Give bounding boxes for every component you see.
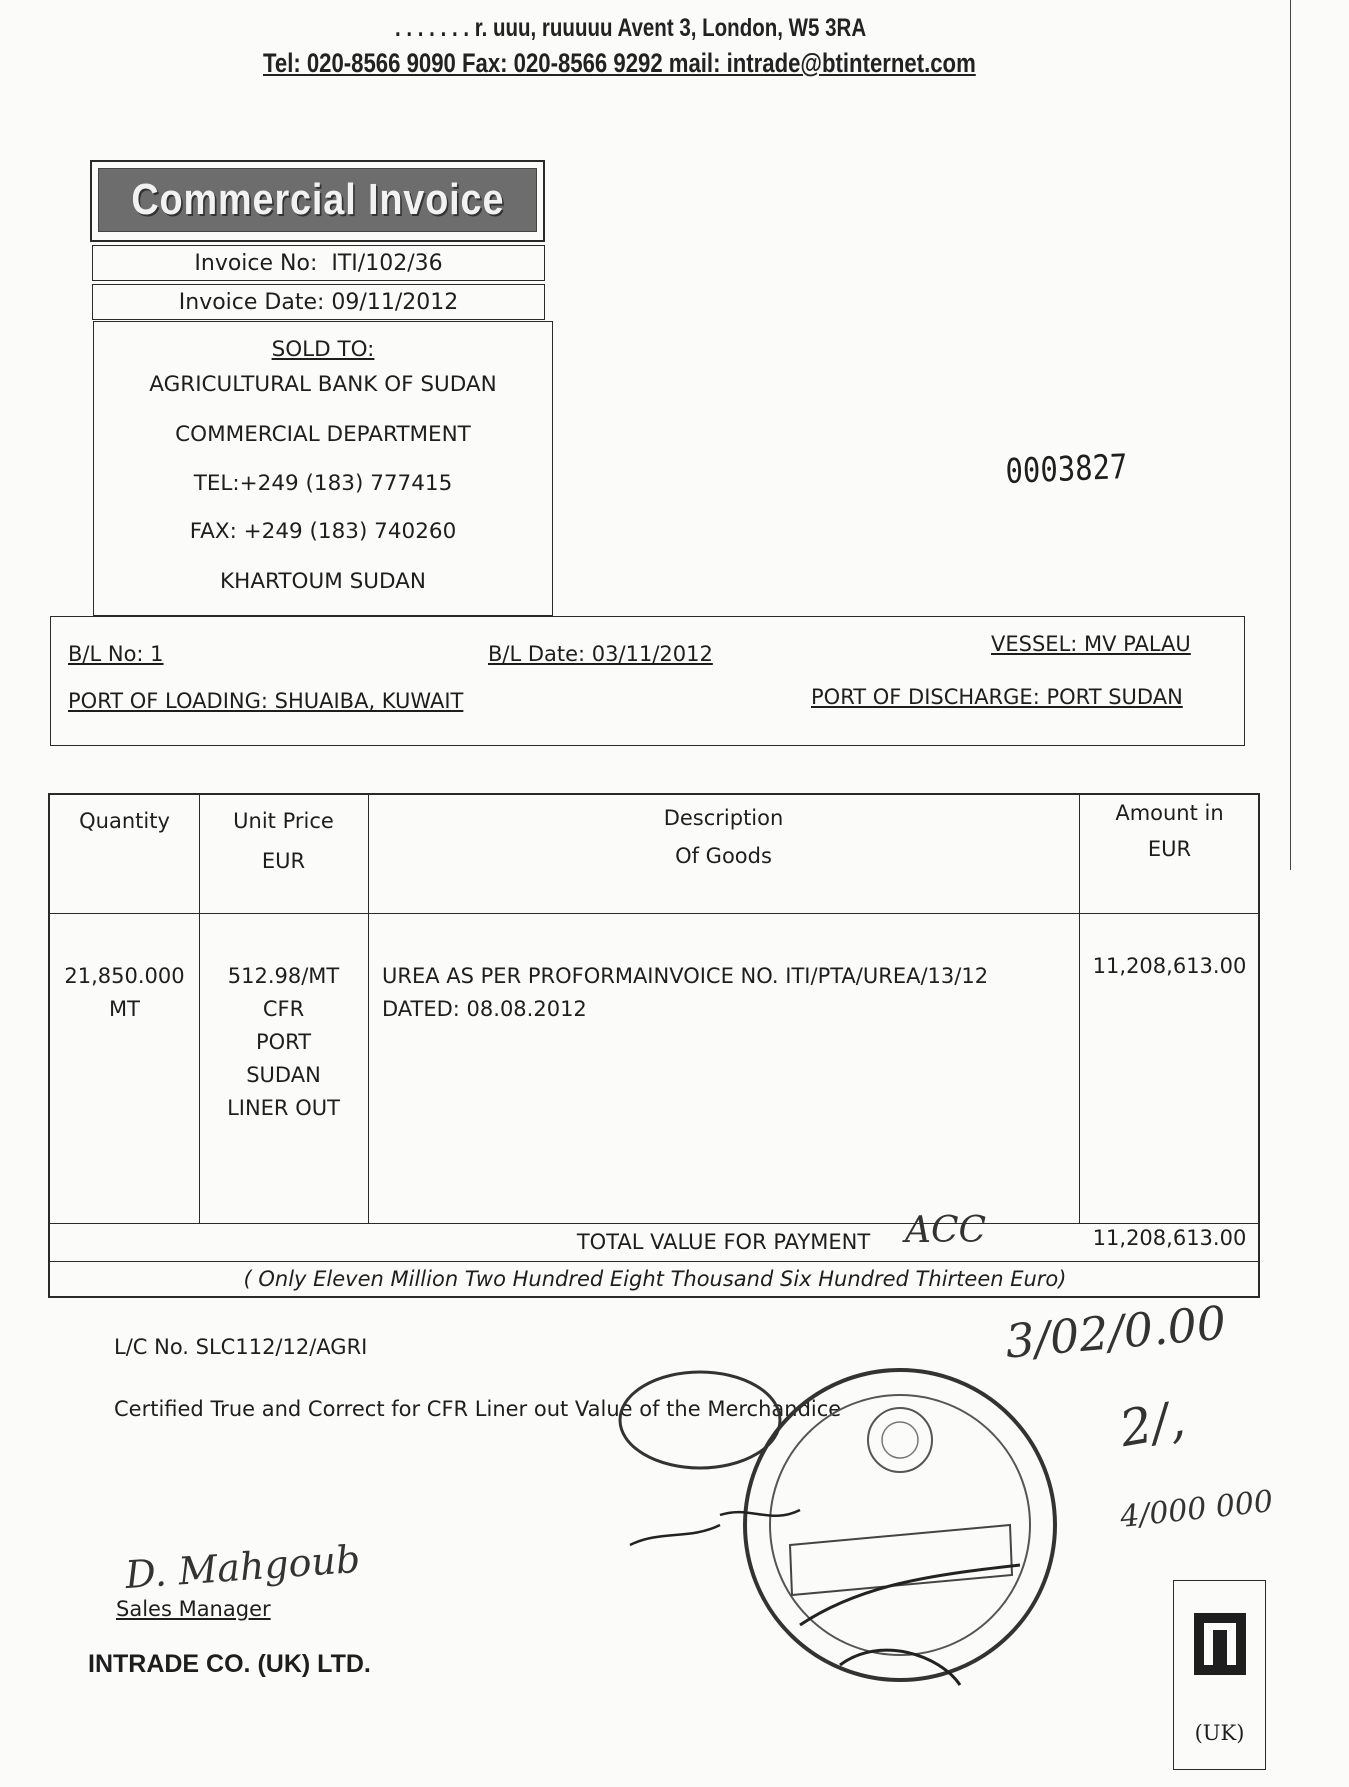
header-amount-currency: EUR xyxy=(1147,837,1192,861)
row-unit-price-term: PORT xyxy=(255,1030,312,1054)
goods-table xyxy=(48,793,1260,1298)
letterhead-contact: Tel: 020-8566 9090 Fax: 020-8566 9292 mail: intrade@btinternet.com xyxy=(263,48,976,78)
invoice-date-label: Invoice Date: xyxy=(178,289,325,315)
row-description-date: DATED: 08.08.2012 xyxy=(382,997,587,1021)
handwritten-acc: ACC xyxy=(905,1210,987,1251)
header-unit-price: Unit Price xyxy=(233,809,334,833)
company-name: INTRADE CO. (UK) LTD. xyxy=(88,1650,371,1678)
commercial-invoice-title-box xyxy=(90,160,545,242)
sold-to-heading: SOLD TO: xyxy=(271,337,375,362)
port-of-discharge: PORT OF DISCHARGE: PORT SUDAN xyxy=(811,685,1183,709)
row-unit-price: 512.98/MT xyxy=(227,964,340,988)
signatory-title: Sales Manager xyxy=(116,1597,271,1621)
invoice-number-label: Invoice No: xyxy=(194,250,318,276)
sold-to-line: COMMERCIAL DEPARTMENT xyxy=(175,422,471,447)
header-amount: Amount in xyxy=(1115,801,1224,825)
invoice-number-row xyxy=(92,245,545,281)
sold-to-line: FAX: +249 (183) 740260 xyxy=(189,519,457,544)
page-edge-line xyxy=(1290,0,1291,870)
row-unit-price-term: SUDAN xyxy=(246,1063,321,1087)
total-label: TOTAL VALUE FOR PAYMENT xyxy=(576,1230,871,1254)
handwritten-date-note: 3/02/0.00 xyxy=(1003,1295,1229,1369)
amount-in-words: ( Only Eleven Million Two Hundred Eight Thousand Six Hundred Thirteen Euro) xyxy=(243,1267,1067,1291)
invoice-number: ITI/102/36 xyxy=(331,250,443,276)
sold-to-line: KHARTOUM SUDAN xyxy=(220,569,426,594)
document-title: Commercial Invoice xyxy=(130,175,504,224)
header-description-sub: Of Goods xyxy=(675,844,772,868)
vessel: VESSEL: MV PALAU xyxy=(991,632,1191,656)
official-round-stamp xyxy=(600,1325,1100,1745)
row-unit-price-term: CFR xyxy=(262,997,305,1021)
row-description: UREA AS PER PROFORMAINVOICE NO. ITI/PTA/UREA/13/12 xyxy=(382,964,989,988)
header-description: Description xyxy=(663,806,784,830)
row-quantity-unit: MT xyxy=(109,997,140,1021)
handwritten-amount-note: 4/000 000 xyxy=(1118,1484,1275,1535)
logo-caption: (UK) xyxy=(1194,1721,1245,1745)
signature: D. Mahgoub xyxy=(123,1536,362,1598)
header-unit-price-currency: EUR xyxy=(261,849,306,873)
port-of-loading: PORT OF LOADING: SHUAIBA, KUWAIT xyxy=(68,689,464,713)
sold-to-line: AGRICULTURAL BANK OF SUDAN xyxy=(149,372,497,397)
bill-of-lading-box xyxy=(50,616,1245,746)
invoice-date-row xyxy=(92,284,545,320)
lc-number: L/C No. SLC112/12/AGRI xyxy=(114,1335,368,1359)
invoice-date: 09/11/2012 xyxy=(331,289,459,315)
certification-statement: Certified True and Correct for CFR Liner out Value of the Merchandice xyxy=(114,1397,842,1421)
bl-number: B/L No: 1 xyxy=(68,642,164,666)
total-amount: 11,208,613.00 xyxy=(1092,1226,1247,1250)
bl-date: B/L Date: 03/11/2012 xyxy=(488,642,713,666)
intrade-logo-icon xyxy=(1192,1611,1248,1677)
company-logo-badge xyxy=(1173,1580,1266,1770)
row-unit-price-term: LINER OUT xyxy=(227,1096,340,1120)
row-amount: 11,208,613.00 xyxy=(1092,954,1247,978)
row-quantity: 21,850.000 xyxy=(64,964,185,988)
handwritten-fraction: 2/, xyxy=(1115,1389,1190,1459)
letterhead-address: . . . . . . . r. uuu, ruuuuu Avent 3, London, W5 3RA xyxy=(395,14,867,42)
sold-to-box xyxy=(93,321,553,616)
header-quantity: Quantity xyxy=(79,809,170,833)
sold-to-line: TEL:+249 (183) 777415 xyxy=(193,471,453,496)
serial-number: 0003827 xyxy=(1005,446,1128,492)
